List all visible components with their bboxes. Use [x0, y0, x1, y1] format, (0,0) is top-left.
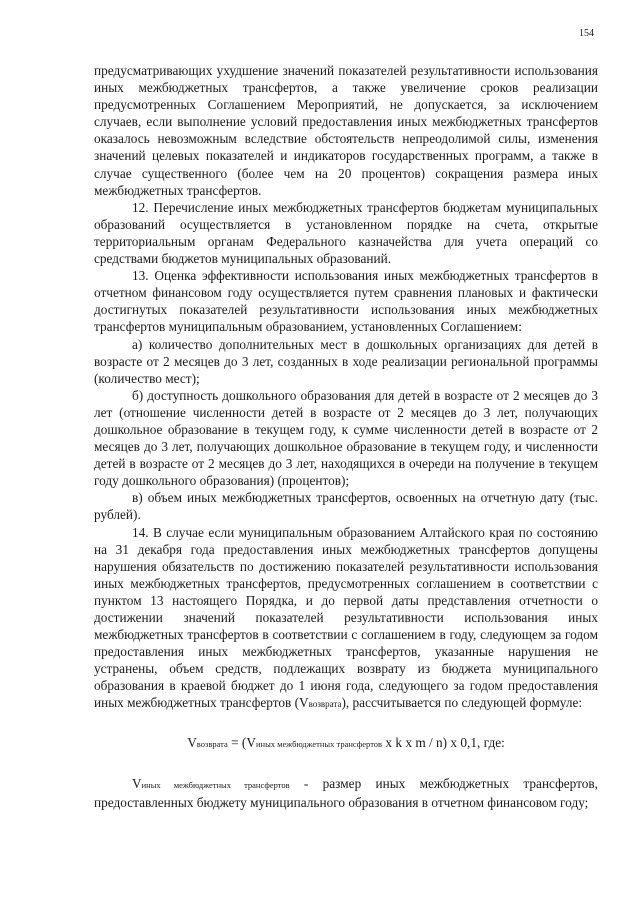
formula-lhs: V — [187, 734, 197, 750]
paragraph-14: 14. В случае если муниципальным образованием Алтайского края по состоянию на 31 декабря года предоставления иных межбюджетных трансфертов допущены нарушения обязательств по достижению показателей результативности использования иных межбюджетных трансфертов, предусмотренных соглашением в соответствии с пунктом 13 настоящего Порядка, и до первой даты представления отчетности о достижении значений показателей результативности использования иных межбюджетных трансфертов в соответствии с соглашением в году, следующем за годом предоставления иных межбюджетных трансфертов, указанные нарушения не устранены, объем средств, подлежащих возврату из бюджета муниципального образования в краевой бюджет до 1 июня года, следующего за годом предоставления иных межбюджетных трансфертов (Vвозврата), рассчитывается по следующей формуле: — [94, 524, 598, 711]
paragraph-14-text: 14. В случае если муниципальным образованием Алтайского края по состоянию на 31 декабря года предоставления иных межбюджетных трансфертов допущены нарушения обязательств по достижению показателей результативности использования иных межбюджетных трансфертов, предусмотренных соглашением в соответствии с пунктом 13 настоящего Порядка, и до первой даты представления отчетности о достижении значений показателей результативности использования иных межбюджетных трансфертов в соответствии с соглашением в году, следующем за годом предоставления иных межбюджетных трансфертов, указанные нарушения не устранены, объем средств, подлежащих возврату из бюджета муниципального образования в краевой бюджет до 1 июня года, следующего за годом предоставления иных межбюджетных трансфертов — [94, 524, 598, 711]
paragraph-13-a: а) количество дополнительных мест в дошкольных организациях для детей в возрасте от 2 месяцев до 3 лет, созданных в ходе реализации региональной программы (количество мест); — [94, 336, 598, 386]
refund-formula — [94, 734, 598, 753]
paragraph-12: 12. Перечисление иных межбюджетных трансфертов бюджетам муниципальных образований осуществляется в установленном порядке на счета, открытые территориальным органам Федерального казначейства для учета операций со средствами бюджетов муниципальных образований. — [94, 199, 598, 267]
paragraph-13-b: б) доступность дошкольного образования для детей в возрасте от 2 месяцев до 3 лет (отношение численности детей в возрасте от 2 месяцев до 3 лет, получающих дошкольное образование в текущем году, к сумме численности детей в возрасте от 2 месяцев до 3 лет, получающих дошкольное образование в текущем году, и численности детей в возрасте от 2 месяцев до 3 лет, находящихся в очереди на получение в текущем году дошкольного образования) (процентов); — [94, 387, 598, 489]
definition-subscript: иных межбюджетных трансфертов — [141, 779, 290, 790]
page-number: 154 — [579, 28, 594, 39]
formula-lhs-subscript: возврата — [196, 738, 228, 749]
variable-subscript: возврата — [308, 699, 342, 710]
paragraph-13-c: в) объем иных межбюджетных трансфертов, освоенных на отчетную дату (тыс. рублей). — [94, 490, 598, 523]
paragraph-continuation: предусматривающих ухудшение значений показателей результативности использования иных межбюджетных трансфертов, а также увеличение сроков реализации предусмотренных Соглашением Мероприятий, не допускается, за исключением случаев, если выполнение условий предоставления иных межбюджетных трансфертов оказалось невозможным вследствие обстоятельств непреодолимой силы, изменения значений целевых показателей и индикаторов государственных программ, а также в случае существенного (более чем на 20 процентов) сокращения размера иных межбюджетных трансфертов. — [94, 63, 598, 198]
formula-rest: x k x m / n) x 0,1, где: — [382, 734, 505, 750]
formula-rhs-subscript: иных межбюджетных трансфертов — [255, 738, 383, 749]
definition-variable: V — [132, 775, 142, 791]
variable-v: V — [299, 695, 309, 711]
formula-eq: = (V — [227, 734, 256, 750]
document-body — [94, 62, 598, 811]
paragraph-13: 13. Оценка эффективности использования иных межбюджетных трансфертов в отчетном финансовом году осуществляется путем сравнения плановых и фактически достигнутых показателей результативности использования иных межбюджетных трансфертов муниципальным образованием, установленных Соглашением: — [94, 268, 598, 335]
paragraph-14-tail: ), рассчитывается по следующей формуле: — [341, 695, 583, 711]
definition-text: - размер иных межбюджетных трансфертов, предоставленных бюджету муниципального образования в отчетном финансовом году; — [94, 775, 599, 810]
formula-definition — [94, 775, 598, 811]
